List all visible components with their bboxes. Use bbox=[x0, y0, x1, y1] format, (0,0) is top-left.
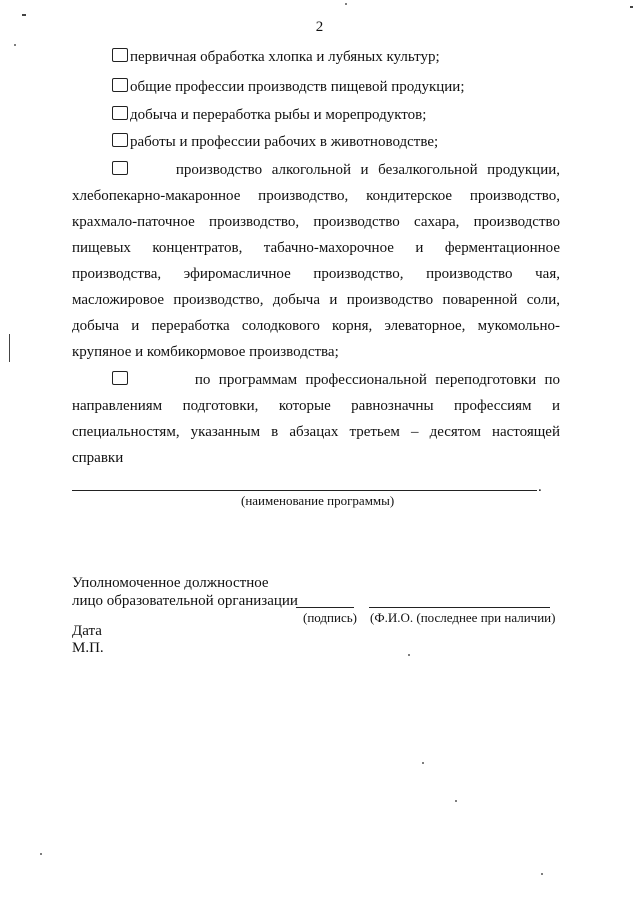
paragraph-line: пищевых концентратов, табачно-махорочное и ферментационное bbox=[72, 240, 560, 256]
program-name-caption: (наименование программы) bbox=[241, 493, 395, 508]
checkbox-item-fish bbox=[112, 106, 426, 124]
scan-speck bbox=[14, 44, 16, 46]
paragraph-line: крахмало-паточное производство, производство сахара, производство bbox=[72, 214, 560, 230]
scan-speck bbox=[345, 3, 347, 5]
checkbox-item-food bbox=[112, 78, 465, 96]
scan-edge-mark bbox=[9, 334, 10, 362]
name-caption: (Ф.И.О. (последнее при наличии) bbox=[370, 610, 556, 625]
signature-caption: (подпись) bbox=[303, 610, 357, 625]
checkbox-icon bbox=[112, 133, 128, 147]
checkbox-icon bbox=[112, 78, 128, 92]
scan-speck bbox=[541, 873, 543, 875]
checkbox-icon bbox=[112, 371, 128, 385]
scan-speck bbox=[40, 853, 42, 855]
scan-edge-mark bbox=[22, 14, 26, 16]
page-number: 2 bbox=[315, 19, 324, 35]
paragraph-line: справки bbox=[72, 450, 124, 466]
paragraph-line: направлениям подготовки, которые равнозначны профессиям и bbox=[72, 398, 560, 414]
paragraph-line: производства, эфиромасличное производство, производство чая, bbox=[72, 266, 560, 282]
paragraph-line: добыча и переработка солодкового корня, элеваторное, мукомольно- bbox=[72, 318, 560, 334]
checkbox-icon bbox=[112, 161, 128, 175]
scan-speck bbox=[422, 762, 424, 764]
scan-speck bbox=[408, 654, 410, 656]
official-title-line1: Уполномоченное должностное bbox=[72, 575, 269, 591]
food-production-paragraph bbox=[72, 157, 560, 365]
name-line bbox=[369, 607, 550, 608]
paragraph-line: масложировое производство, добыча и производство поваренной соли, bbox=[72, 292, 560, 308]
signature-line bbox=[296, 607, 354, 608]
retraining-paragraph bbox=[72, 367, 560, 471]
checkbox-icon bbox=[112, 48, 128, 62]
paragraph-line: по программам профессиональной переподготовки по bbox=[72, 367, 560, 393]
checkbox-item-livestock bbox=[112, 133, 438, 151]
checkbox-icon bbox=[112, 106, 128, 120]
paragraph-line: специальностям, указанным в абзацах третьем – десятом настоящей bbox=[72, 424, 560, 440]
paragraph-line: производство алкогольной и безалкогольной продукции, bbox=[72, 157, 560, 183]
program-name-line bbox=[72, 490, 537, 491]
checkbox-item-label: добыча и переработка рыбы и морепродуктов; bbox=[130, 107, 427, 123]
date-label: Дата bbox=[72, 623, 102, 639]
checkbox-item-label: общие профессии производств пищевой продукции; bbox=[130, 79, 465, 95]
official-title-line2: лицо образовательной организации bbox=[72, 593, 298, 609]
paragraph-line: хлебопекарно-макаронное производство, кондитерское производство, bbox=[72, 188, 560, 204]
scan-speck bbox=[455, 800, 457, 802]
seal-label: М.П. bbox=[72, 640, 104, 656]
checkbox-item-label: первичная обработка хлопка и лубяных культур; bbox=[130, 49, 440, 65]
scan-edge-mark bbox=[630, 6, 633, 8]
paragraph-line: крупяное и комбикормовое производства; bbox=[72, 344, 339, 360]
checkbox-item-cotton bbox=[112, 48, 440, 66]
checkbox-item-label: работы и профессии рабочих в животноводстве; bbox=[130, 134, 439, 150]
trailing-dot: . bbox=[538, 479, 542, 495]
